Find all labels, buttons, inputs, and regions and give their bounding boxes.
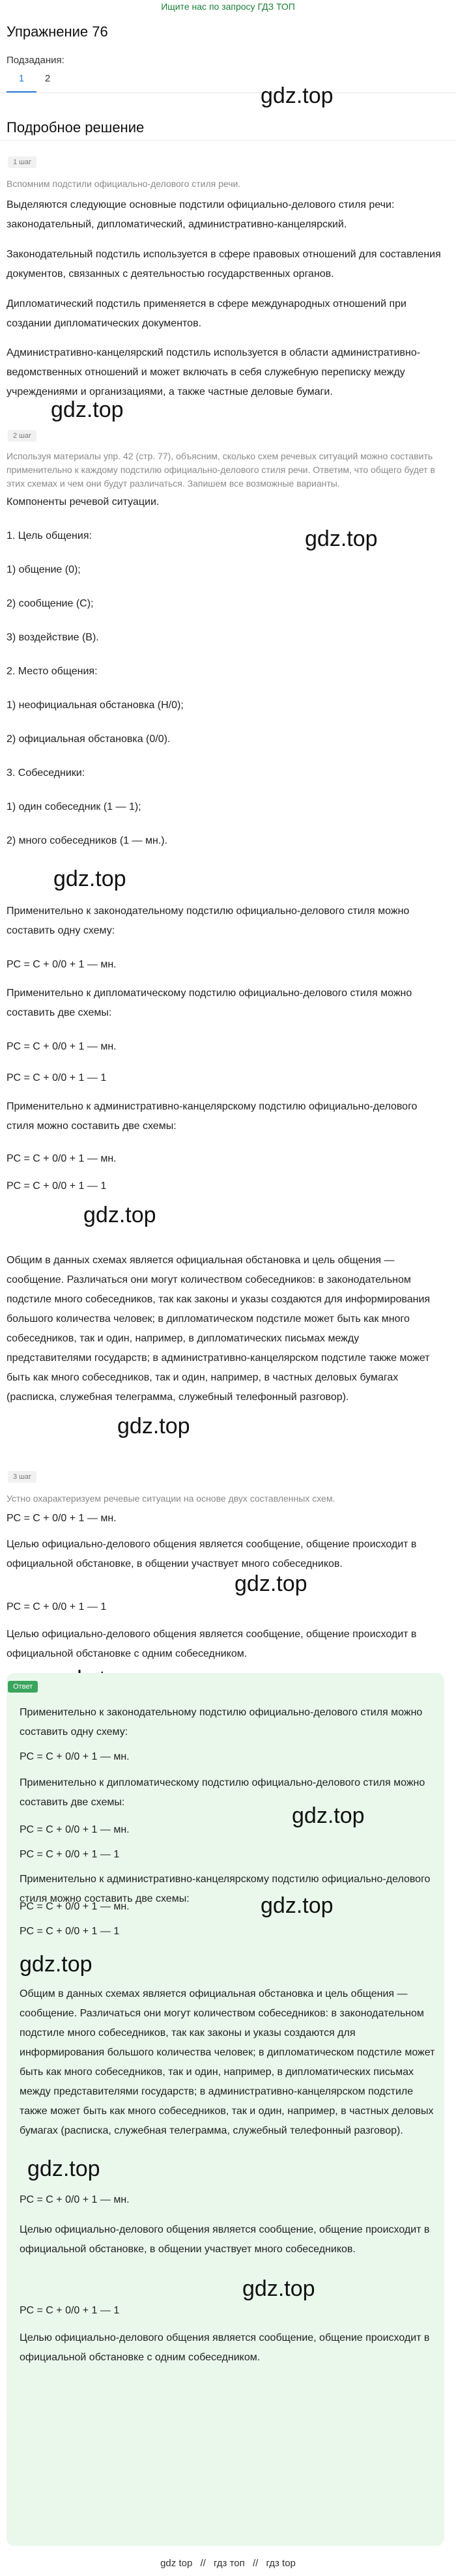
paragraph: 1) общение (0); — [7, 564, 81, 575]
formula: РС = С + 0/0 + 1 — мн. — [7, 1153, 117, 1164]
answer-paragraph: Целью официально-делового общения является сообщение, общение происходит в официальной обстановке с одним собеседником. — [20, 2332, 430, 2363]
watermark: gdz.top — [305, 526, 378, 551]
paragraph: 3. Собеседники: — [7, 767, 85, 779]
paragraph: Целью официально-делового общения является сообщение, общение происходит в официальной обстановке с одним собеседником. — [7, 1629, 417, 1659]
paragraph: Целью официально-делового общения является сообщение, общение происходит в официальной обстановке, в общении участвует много собеседников. — [7, 1539, 417, 1569]
footer-link[interactable]: гдз top — [266, 2558, 296, 2569]
step-hint: Устно охарактеризуем речевые ситуации на основе двух составленных схем. — [7, 1493, 335, 1504]
formula: РС = С + 0/0 + 1 — 1 — [7, 1072, 107, 1083]
answer-formula: РС = С + 0/0 + 1 — 1 — [20, 1849, 120, 1860]
paragraph: 2) сообщение (С); — [7, 598, 94, 609]
paragraph: Законодательный подстиль используется в сфере правовых отношений для составления документов, связанных с деятельностью государственных органов. — [7, 249, 441, 279]
footer-separator: // — [252, 2558, 259, 2569]
top-banner — [0, 0, 456, 13]
paragraph: 1. Цель общения: — [7, 530, 92, 541]
paragraph: Общим в данных схемах является официальная обстановка и цель общения — сообщение. Различаться они могут количеством собеседников: в законодательном подстиле много собеседников, так как законы и указы создаются для информирования большого количества человек; в дипломатическом подстиле может быть как много собеседников, так и один, например, в дипломатических письмах между представителями государств; в административно-канцелярском подстиле также может быть как много собеседников, так и один, например, в частных деловых бумагах (расписка, служебная телеграмма, служебный телефонный разговор). — [7, 1255, 431, 1403]
answer-formula: РС = С + 0/0 + 1 — мн. — [20, 1824, 130, 1835]
answer-paragraph: Общим в данных схемах является официальная обстановка и цель общения — сообщение. Различаться они могут количеством собеседников: в законодательном подстиле много собеседников, так как законы и указы создаются для информирования большого количества человек; в дипломатическом подстиле может быть как много собеседников, так и один, например, в дипломатических письмах между представителями государств; в административно-канцелярском подстиле также может быть как много собеседников, так и один, например, в частных деловых бумагах (расписка, служебная телеграмма, служебный телефонный разговор). — [20, 1988, 435, 2136]
formula: РС = С + 0/0 + 1 — 1 — [7, 1181, 107, 1192]
paragraph: Компоненты речевой ситуации. — [7, 496, 160, 508]
answer-formula: РС = С + 0/0 + 1 — мн. — [20, 1901, 130, 1912]
step-hint: Используя материалы упр. 42 (стр. 77), объясним, сколько схем речевых ситуаций можно составить применительно к каждому подстилю официально-делового стиля речи. Ответим, что общего будет в этих схемах и чем они будут различаться. Запишем все возможные варианты. — [7, 451, 435, 489]
watermark: gdz.top — [261, 1893, 334, 1918]
answer-paragraph: Применительно к административно-канцелярскому подстилю официально-делового стиля можно составить две схемы: — [20, 1874, 431, 1904]
subtask-tab-2[interactable]: 2 — [44, 73, 51, 84]
paragraph: 1) неофициальная обстановка (Н/0); — [7, 700, 184, 711]
answer-paragraph: Применительно к законодательному подстилю официально-делового стиля можно составить одну схему: — [20, 1707, 423, 1738]
watermark: gdz.top — [53, 866, 126, 891]
step-badge: 2 шаг — [8, 430, 36, 442]
footer-separator: // — [200, 2558, 206, 2569]
paragraph: Применительно к дипломатическому подстилю официально-делового стиля можно составить две схемы: — [7, 988, 412, 1018]
watermark: gdz.top — [51, 397, 124, 422]
answer-formula: РС = С + 0/0 + 1 — мн. — [20, 2194, 130, 2205]
paragraph: Применительно к законодательному подстилю официально-делового стиля можно составить одну схему: — [7, 906, 410, 936]
formula: РС = С + 0/0 + 1 — мн. — [7, 1041, 117, 1052]
answer-formula: РС = С + 0/0 + 1 — 1 — [20, 1926, 120, 1937]
watermark: gdz.top — [27, 2156, 100, 2181]
paragraph: 2) много собеседников (1 — мн.). — [7, 835, 168, 846]
search-us-link[interactable]: Ищите нас по запросу ГДЗ ТОП — [161, 1, 295, 12]
section-title: Подробное решение — [7, 119, 145, 136]
formula: РС = С + 0/0 + 1 — мн. — [7, 1513, 117, 1524]
answer-paragraph: Применительно к дипломатическому подстилю официально-делового стиля можно составить две схемы: — [20, 1777, 425, 1808]
footer — [0, 2554, 456, 2573]
paragraph: Выделяются следующие основные подстили официально-делового стиля речи: законодательный, дипломатический, административно-канцелярский. — [7, 199, 395, 230]
watermark: gdz.top — [235, 1571, 307, 1596]
paragraph: 2. Место общения: — [7, 666, 98, 677]
paragraph: 1) один собеседник (1 — 1); — [7, 801, 141, 812]
paragraph: 2) официальная обстановка (0/0). — [7, 734, 171, 745]
watermark: gdz.top — [20, 1952, 93, 1977]
paragraph: Административно-канцелярский подстиль используется в области административно-ведомственных отношений и может включать в себя служебную переписку между учреждениями и организациями, а также частные деловые бумаги. — [7, 347, 421, 397]
formula: РС = С + 0/0 + 1 — 1 — [7, 1601, 107, 1612]
watermark: gdz.top — [292, 1803, 365, 1828]
watermark: gdz.top — [83, 1203, 156, 1227]
formula: РС = С + 0/0 + 1 — мн. — [7, 959, 117, 970]
watermark: gdz.top — [242, 2276, 315, 2301]
section-divider — [0, 140, 456, 141]
footer-link[interactable]: гдз топ — [214, 2558, 245, 2569]
step-hint: Вспомним подстили официально-делового стиля речи. — [7, 179, 241, 189]
footer-link[interactable]: gdz top — [160, 2558, 193, 2569]
answer-badge: Ответ — [8, 1681, 38, 1693]
subtask-tab-1[interactable]: 1 — [18, 73, 25, 84]
answer-paragraph: Целью официально-делового общения является сообщение, общение происходит в официальной обстановке, в общении участвует много собеседников. — [20, 2224, 430, 2255]
page-title: Упражнение 76 — [7, 23, 108, 40]
subtasks-label: Подзадания: — [7, 55, 64, 66]
answer-formula: РС = С + 0/0 + 1 — 1 — [20, 2305, 120, 2316]
watermark: gdz.top — [117, 1414, 190, 1438]
watermark: gdz.top — [261, 83, 334, 108]
step-badge: 1 шаг — [8, 156, 36, 168]
paragraph: Дипломатический подстиль применяется в сфере международных отношений при создании дипломатических документов. — [7, 298, 406, 329]
answer-formula: РС = С + 0/0 + 1 — мн. — [20, 1751, 130, 1762]
step-badge: 3 шаг — [8, 1471, 36, 1483]
paragraph: 3) воздействие (В). — [7, 632, 99, 643]
paragraph: Применительно к административно-канцелярскому подстилю официально-делового стиля можно составить две схемы: — [7, 1101, 418, 1132]
